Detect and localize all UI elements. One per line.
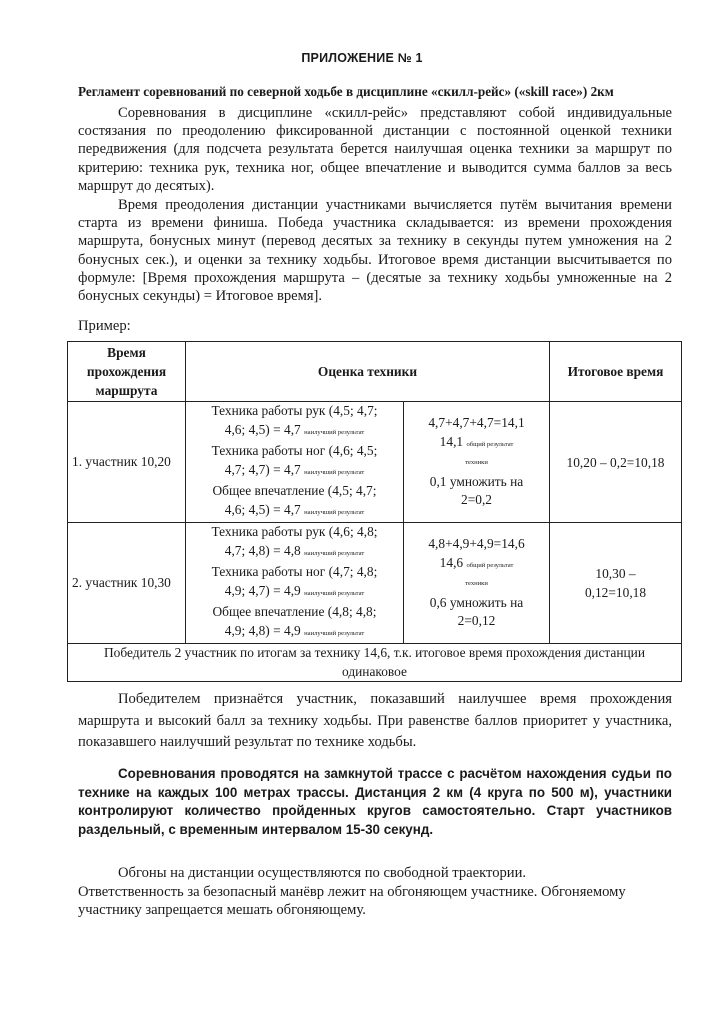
- technique-calculation: 4,7+4,7+4,7=14,1 14,1 общий результат техники 0,1 умножить на 2=0,2: [404, 402, 550, 523]
- example-label: Пример:: [78, 318, 131, 334]
- paragraph-overtaking: Обгоны на дистанции осуществляются по свободной траектории. Ответственность за безопасный манёвр лежит на обгоняющем участнике. Обгоняемому участнику запрещается мешать обгоняющему.: [78, 865, 626, 919]
- paragraph-winner: Победителем признаётся участник, показавший наилучшее время прохождения маршрута и высокий балл за технику ходьбы. При равенстве баллов приоритет у участника, показавшего наилучший результат по технике ходьбы.: [78, 691, 672, 750]
- paragraph-course: Соревнования проводятся на замкнутой трассе с расчётом нахождения судьи по технике на каждых 100 метрах трассы. Дистанция 2 км (4 круга по 500 м), участники контролируют количество пройденных кругов самостоятельно. Старт участников раздельный, с временным интервалом 15-30 секунд.: [78, 766, 672, 837]
- participant-name: 1. участник 10,20: [68, 402, 186, 523]
- final-time-value: 10,30 – 0,12=10,18: [550, 523, 682, 644]
- technique-criteria: Техника работы рук (4,6; 4,8; 4,7; 4,8) = 4,8 наилучший результат Техника работы ног (4,7; 4,8; 4,9; 4,7) = 4,9 наилучший результат Общее впечатление (4,8; 4,8; 4,9; 4,8) = 4,9 наилучший результат: [186, 523, 404, 644]
- appendix-header: ПРИЛОЖЕНИЕ № 1: [301, 51, 423, 65]
- final-time-value: 10,20 – 0,2=10,18: [550, 402, 682, 523]
- table-header-row: [68, 342, 682, 402]
- header-route-time: Время прохождения маршрута: [68, 342, 186, 402]
- winner-note: Победитель 2 участник по итогам за технику 14,6, т.к. итоговое время прохождения дистанции одинаковое: [68, 644, 682, 682]
- technique-criteria: Техника работы рук (4,5; 4,7; 4,6; 4,5) = 4,7 наилучший результат Техника работы ног (4,6; 4,5; 4,7; 4,7) = 4,7 наилучший результат Общее впечатление (4,5; 4,7; 4,6; 4,5) = 4,7 наилучший результат: [186, 402, 404, 523]
- paragraph-intro: Соревнования в дисциплине «скилл-рейс» представляют собой индивидуальные состязания по преодолению фиксированной дистанции с постоянной оценкой техники передвижения (для подсчета результата берется наилучшая оценка техники за маршрут по критерию: техника рук, техника ног, общее впечатление и выводится сумма баллов за весь маршрут до десятых).: [78, 105, 672, 194]
- example-table: [67, 341, 682, 682]
- regulation-title: Регламент соревнований по северной ходьбе в дисциплине «скилл-рейс» («skill race») 2км: [78, 84, 614, 99]
- paragraph-scoring: Время преодоления дистанции участниками вычисляется путём вычитания времени старта из времени финиша. Победа участника складывается: из времени прохождения маршрута, бонусных минут (перевод десятых за технику в секунды путем умножения на 2 бонусных сек.), и оценки за технику ходьбы. Итоговое время дистанции высчитывается по формуле: [Время прохождения маршрута – (десятые за технику ходьбы умноженные на 2 бонусных секунды) = Итоговое время].: [78, 197, 672, 305]
- participant-name: 2. участник 10,30: [68, 523, 186, 644]
- table-footer-row: [68, 644, 682, 682]
- table-row: [68, 402, 682, 523]
- table-row: [68, 523, 682, 644]
- header-technique-score: Оценка техники: [186, 342, 550, 402]
- technique-calculation: 4,8+4,9+4,9=14,6 14,6 общий результат техники 0,6 умножить на 2=0,12: [404, 523, 550, 644]
- header-final-time: Итоговое время: [550, 342, 682, 402]
